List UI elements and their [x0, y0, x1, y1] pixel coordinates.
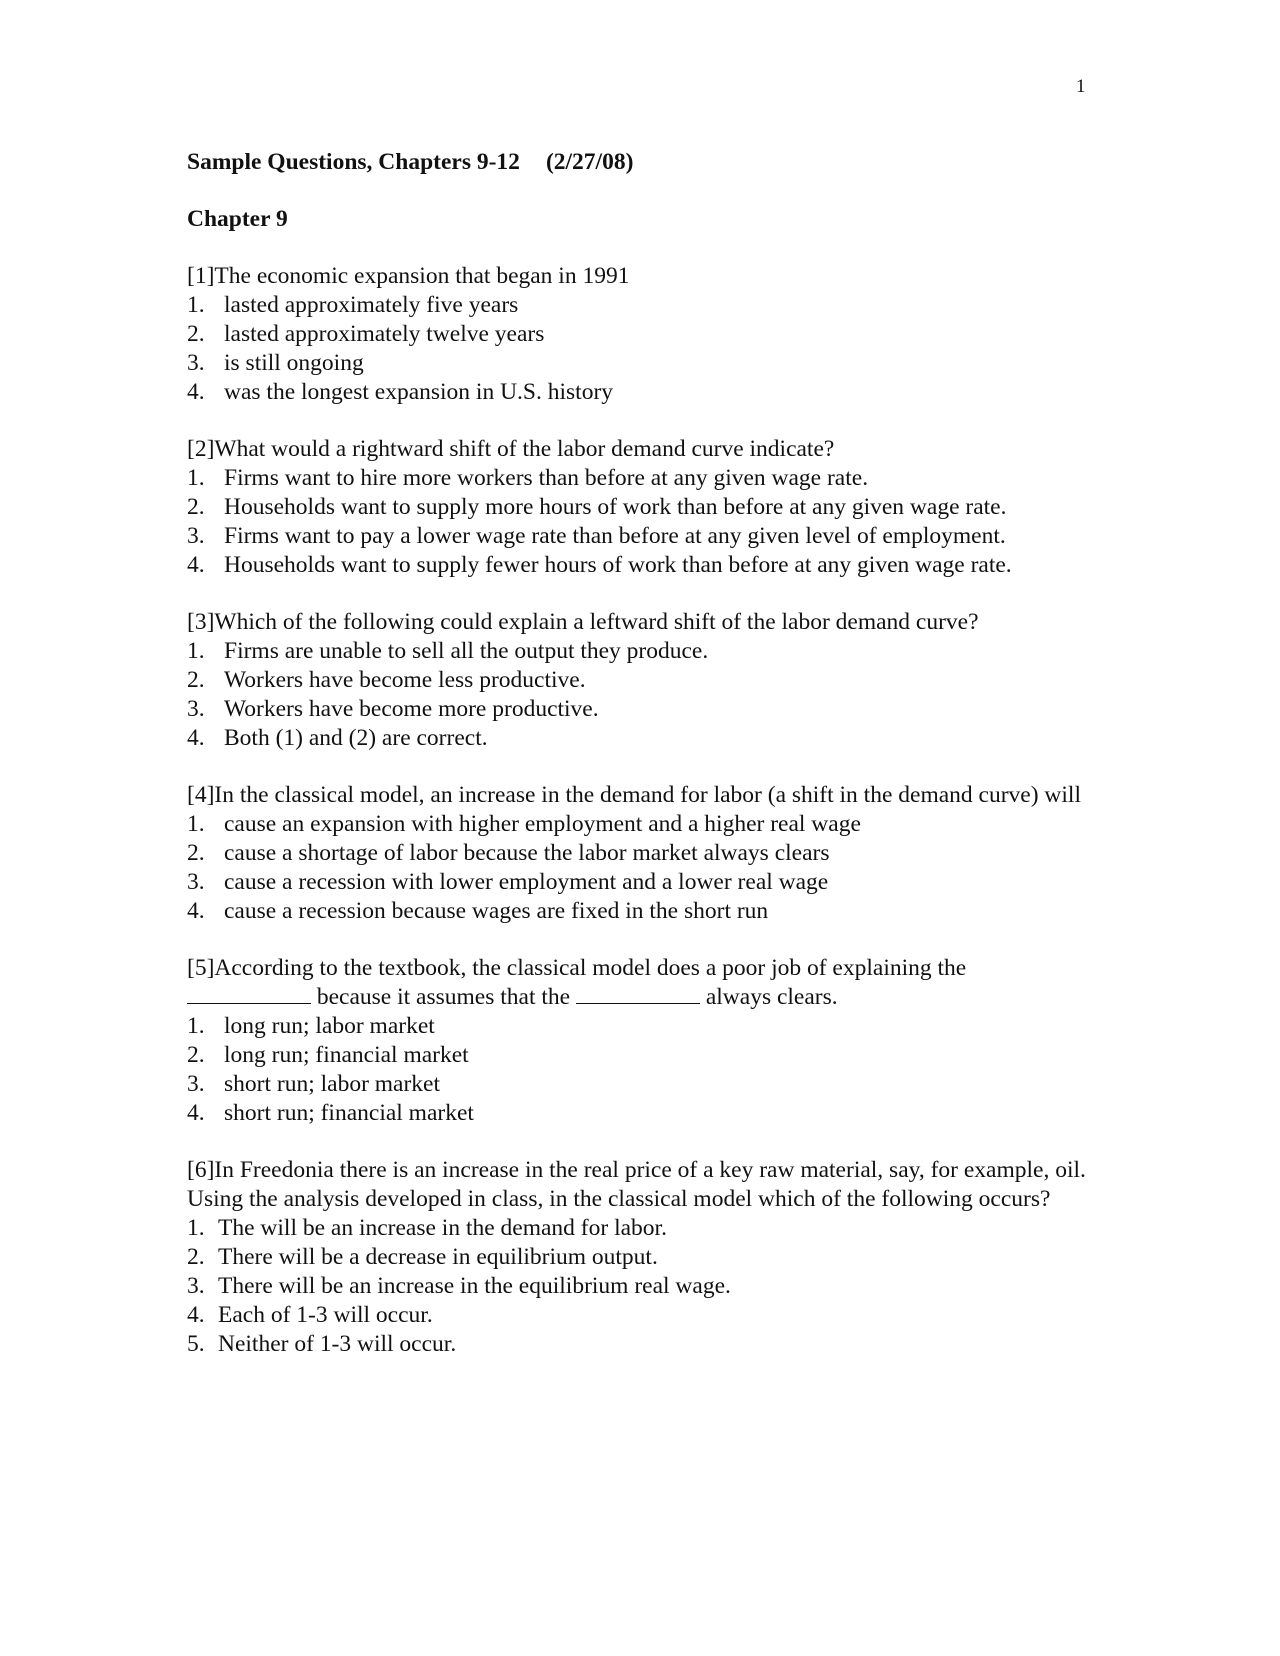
option-item: [187, 378, 1087, 407]
option-number: 3.: [187, 523, 205, 549]
option-item: [187, 897, 1087, 926]
answer-blank: [576, 983, 700, 1004]
option-text: cause an expansion with higher employment and a higher real wage: [224, 811, 861, 837]
option-text: There will be a decrease in equilibrium output.: [218, 1244, 658, 1270]
option-item: [187, 349, 1087, 378]
question-text-part3: always clears.: [699, 984, 838, 1010]
option-number: 2.: [187, 494, 205, 520]
option-item: [187, 291, 1087, 320]
option-item: [187, 666, 1087, 695]
question-text: In Freedonia there is an increase in the real price of a key raw material, say, for example, oil. Using the analysis developed in class, in the classical model which of the following occurs?: [187, 1157, 1086, 1212]
option-number: 1.: [187, 465, 205, 491]
option-list: [187, 810, 1087, 926]
option-number: 3.: [187, 1273, 205, 1299]
option-item: [187, 810, 1087, 839]
option-list: [187, 637, 1087, 753]
option-number: 2.: [187, 840, 205, 866]
option-text: Households want to supply more hours of work than before at any given wage rate.: [224, 494, 1007, 520]
page-number: 1: [1076, 76, 1086, 97]
question-6: [187, 1156, 1087, 1359]
option-text: There will be an increase in the equilibrium real wage.: [218, 1273, 731, 1299]
option-text: Workers have become less productive.: [224, 667, 586, 693]
option-number: 3.: [187, 1071, 205, 1097]
option-text: Neither of 1-3 will occur.: [218, 1331, 457, 1357]
option-item: [187, 724, 1087, 753]
option-text: short run; labor market: [224, 1071, 441, 1097]
option-number: 1.: [187, 811, 205, 837]
option-number: 4.: [187, 1302, 205, 1328]
option-item: [187, 522, 1087, 551]
option-text: long run; labor market: [224, 1013, 435, 1039]
option-text: was the longest expansion in U.S. history: [224, 379, 614, 405]
option-text: is still ongoing: [224, 350, 364, 376]
option-number: 4.: [187, 1100, 205, 1126]
option-text: long run; financial market: [224, 1042, 469, 1068]
option-item: [187, 695, 1087, 724]
option-item: [187, 839, 1087, 868]
option-number: 1.: [187, 638, 205, 664]
option-text: Both (1) and (2) are correct.: [224, 725, 488, 751]
option-text: lasted approximately five years: [224, 292, 519, 318]
option-number: 1.: [187, 1013, 205, 1039]
option-list: [187, 464, 1087, 580]
question-1: [187, 262, 1087, 407]
document-content: [187, 148, 1087, 1359]
question-stem: [187, 435, 1087, 464]
question-4: [187, 781, 1087, 926]
question-stem: [187, 781, 1087, 810]
question-stem: [187, 954, 1087, 1012]
option-number: 4.: [187, 725, 205, 751]
question-text: Which of the following could explain a leftward shift of the labor demand curve?: [214, 609, 979, 635]
question-label: [2]: [187, 436, 215, 462]
option-item: [187, 1301, 1087, 1330]
question-label: [1]: [187, 263, 215, 289]
option-text: Firms want to pay a lower wage rate than before at any given level of employment.: [224, 523, 1006, 549]
option-number: 3.: [187, 350, 205, 376]
option-number: 3.: [187, 869, 205, 895]
document-title: [187, 148, 1087, 177]
question-5: [187, 954, 1087, 1128]
option-item: [187, 464, 1087, 493]
question-3: [187, 608, 1087, 753]
option-list: [187, 1214, 1087, 1359]
option-list: [187, 291, 1087, 407]
question-stem: [187, 262, 1087, 291]
option-text: lasted approximately twelve years: [224, 321, 545, 347]
option-item: [187, 1243, 1087, 1272]
option-item: [187, 1070, 1087, 1099]
option-text: cause a recession because wages are fixed in the short run: [224, 898, 769, 924]
option-text: Households want to supply fewer hours of work than before at any given wage rate.: [224, 552, 1012, 578]
question-label: [6]: [187, 1157, 215, 1183]
question-label: [5]: [187, 955, 215, 981]
option-item: [187, 1012, 1087, 1041]
option-text: short run; financial market: [224, 1100, 474, 1126]
question-label: [4]: [187, 782, 215, 808]
option-item: [187, 320, 1087, 349]
chapter-heading: Chapter 9: [187, 206, 288, 232]
option-text: Firms want to hire more workers than before at any given wage rate.: [224, 465, 869, 491]
question-text: In the classical model, an increase in the demand for labor (a shift in the demand curve) will: [214, 782, 1081, 808]
option-text: cause a shortage of labor because the labor market always clears: [224, 840, 830, 866]
option-item: [187, 1272, 1087, 1301]
option-number: 1.: [187, 292, 205, 318]
option-item: [187, 1099, 1087, 1128]
question-text: The economic expansion that began in 1991: [214, 263, 630, 289]
title-text: Sample Questions, Chapters 9-12: [187, 149, 520, 175]
option-text: cause a recession with lower employment and a lower real wage: [224, 869, 829, 895]
option-item: [187, 551, 1087, 580]
option-number: 2.: [187, 321, 205, 347]
option-number: 1.: [187, 1215, 205, 1241]
option-item: [187, 1041, 1087, 1070]
question-stem: [187, 608, 1087, 637]
question-text-part1: According to the textbook, the classical model does a poor job of explaining the: [214, 955, 967, 981]
option-number: 2.: [187, 1042, 205, 1068]
option-number: 4.: [187, 552, 205, 578]
option-text: Firms are unable to sell all the output they produce.: [224, 638, 709, 664]
option-number: 2.: [187, 667, 205, 693]
option-item: [187, 637, 1087, 666]
option-item: [187, 1330, 1087, 1359]
question-text-part2: because it assumes that the: [311, 984, 576, 1010]
option-number: 4.: [187, 898, 205, 924]
title-date: (2/27/08): [545, 149, 634, 175]
option-text: Each of 1-3 will occur.: [218, 1302, 433, 1328]
option-item: [187, 1214, 1087, 1243]
option-number: 3.: [187, 696, 205, 722]
answer-blank: [187, 983, 311, 1004]
question-stem: [187, 1156, 1087, 1214]
question-2: [187, 435, 1087, 580]
option-number: 4.: [187, 379, 205, 405]
option-item: [187, 868, 1087, 897]
option-item: [187, 493, 1087, 522]
option-text: The will be an increase in the demand for labor.: [218, 1215, 667, 1241]
option-number: 2.: [187, 1244, 205, 1270]
option-text: Workers have become more productive.: [224, 696, 599, 722]
option-list: [187, 1012, 1087, 1128]
question-label: [3]: [187, 609, 215, 635]
question-text: What would a rightward shift of the labor demand curve indicate?: [214, 436, 835, 462]
option-number: 5.: [187, 1331, 205, 1357]
